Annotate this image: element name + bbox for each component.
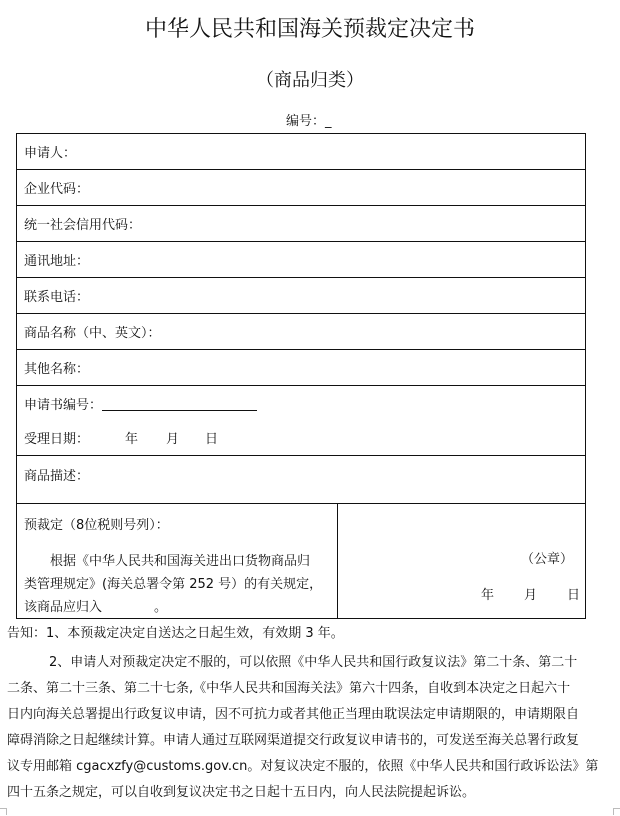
field-other-name[interactable] — [17, 350, 585, 386]
ruling-label: 预裁定（8位税则号列）： — [24, 518, 169, 533]
ruling-text-3b: 。 — [154, 600, 168, 615]
accept-date-month: 月 — [166, 432, 180, 448]
accept-date-day: 日 — [205, 432, 219, 448]
address-label: 通讯地址： — [24, 254, 90, 269]
tariff-code-blank[interactable] — [102, 604, 154, 619]
field-enterprise-code[interactable] — [17, 170, 585, 206]
document-number — [286, 110, 332, 129]
notice-line-3: 二条、第二十三条、第二十七条,《中华人民共和国海关法》第六十四条，自收到本决定之日起六十 — [7, 681, 571, 696]
seal-label: （公章） — [520, 552, 573, 567]
accept-date-label: 受理日期： — [24, 432, 90, 448]
notice-section — [7, 624, 607, 806]
enterprise-code-label: 企业代码： — [24, 182, 90, 197]
application-no-label: 申请书编号： — [24, 397, 103, 413]
application-no-blank[interactable] — [102, 396, 257, 411]
ruling-text-3 — [24, 596, 330, 619]
goods-name-label: 商品名称（中、英文）： — [24, 326, 161, 341]
phone-label: 联系电话： — [24, 290, 90, 305]
ruling-content — [17, 504, 338, 618]
document-title: 中华人民共和国海关预裁定决定书 — [144, 17, 475, 42]
seal-year: 年 — [481, 588, 495, 603]
seal-day: 日 — [567, 588, 581, 603]
notice-line-2: 2、申请人对预裁定决定不服的，可以依照《中华人民共和国行政复议法》第二十条、第二十 — [49, 655, 578, 670]
ruling-text-3a: 该商品应归入 — [24, 600, 103, 615]
notice-line-7: 四十五条之规定，可以自收到复议决定书之日起十五日内，向人民法院提起诉讼。 — [7, 785, 476, 800]
seal-area — [338, 504, 585, 618]
number-value[interactable]: _ — [325, 114, 332, 129]
goods-desc-label: 商品描述： — [24, 469, 90, 484]
decision-form-table — [16, 133, 586, 619]
document-subtitle: （商品归类） — [256, 70, 364, 91]
credit-code-label: 统一社会信用代码： — [24, 218, 142, 233]
seal-month: 月 — [524, 588, 538, 603]
field-goods-description[interactable] — [17, 456, 585, 504]
number-label: 编号： — [286, 114, 326, 129]
accept-date-line[interactable] — [24, 421, 218, 456]
page-corner-marker-left — [0, 808, 7, 815]
field-goods-name[interactable] — [17, 314, 585, 350]
page-corner-marker-right — [613, 808, 620, 815]
ruling-section — [17, 504, 585, 618]
ruling-text-2: 类管理规定》(海关总署令第 252 号）的有关规定， — [24, 577, 323, 592]
notice-line-1: 告知：1、本预裁定决定自送达之日起生效，有效期 3 年。 — [7, 626, 344, 641]
notice-line-4: 日内向海关总署提出行政复议申请，因不可抗力或者其他正当理由耽误法定申请期限的，申请期限自 — [7, 707, 580, 722]
ruling-text-1: 根据《中华人民共和国海关进出口货物商品归 — [50, 554, 311, 569]
notice-line-5: 障碍消除之日起继续计算。申请人通过互联网渠道提交行政复议申请书的，可发送至海关总署行政复 — [7, 733, 580, 748]
accept-date-year: 年 — [125, 432, 139, 448]
field-application-info — [17, 386, 585, 456]
applicant-label: 申请人： — [24, 146, 77, 161]
field-credit-code[interactable] — [17, 206, 585, 242]
field-address[interactable] — [17, 242, 585, 278]
notice-line-6: 议专用邮箱 cgacxzfy@customs.gov.cn。对复议决定不服的，依照《中华人民共和国行政诉讼法》第 — [7, 759, 599, 774]
field-applicant[interactable] — [17, 134, 585, 170]
field-phone[interactable] — [17, 278, 585, 314]
other-name-label: 其他名称： — [24, 362, 90, 377]
application-no-line[interactable] — [24, 386, 257, 421]
